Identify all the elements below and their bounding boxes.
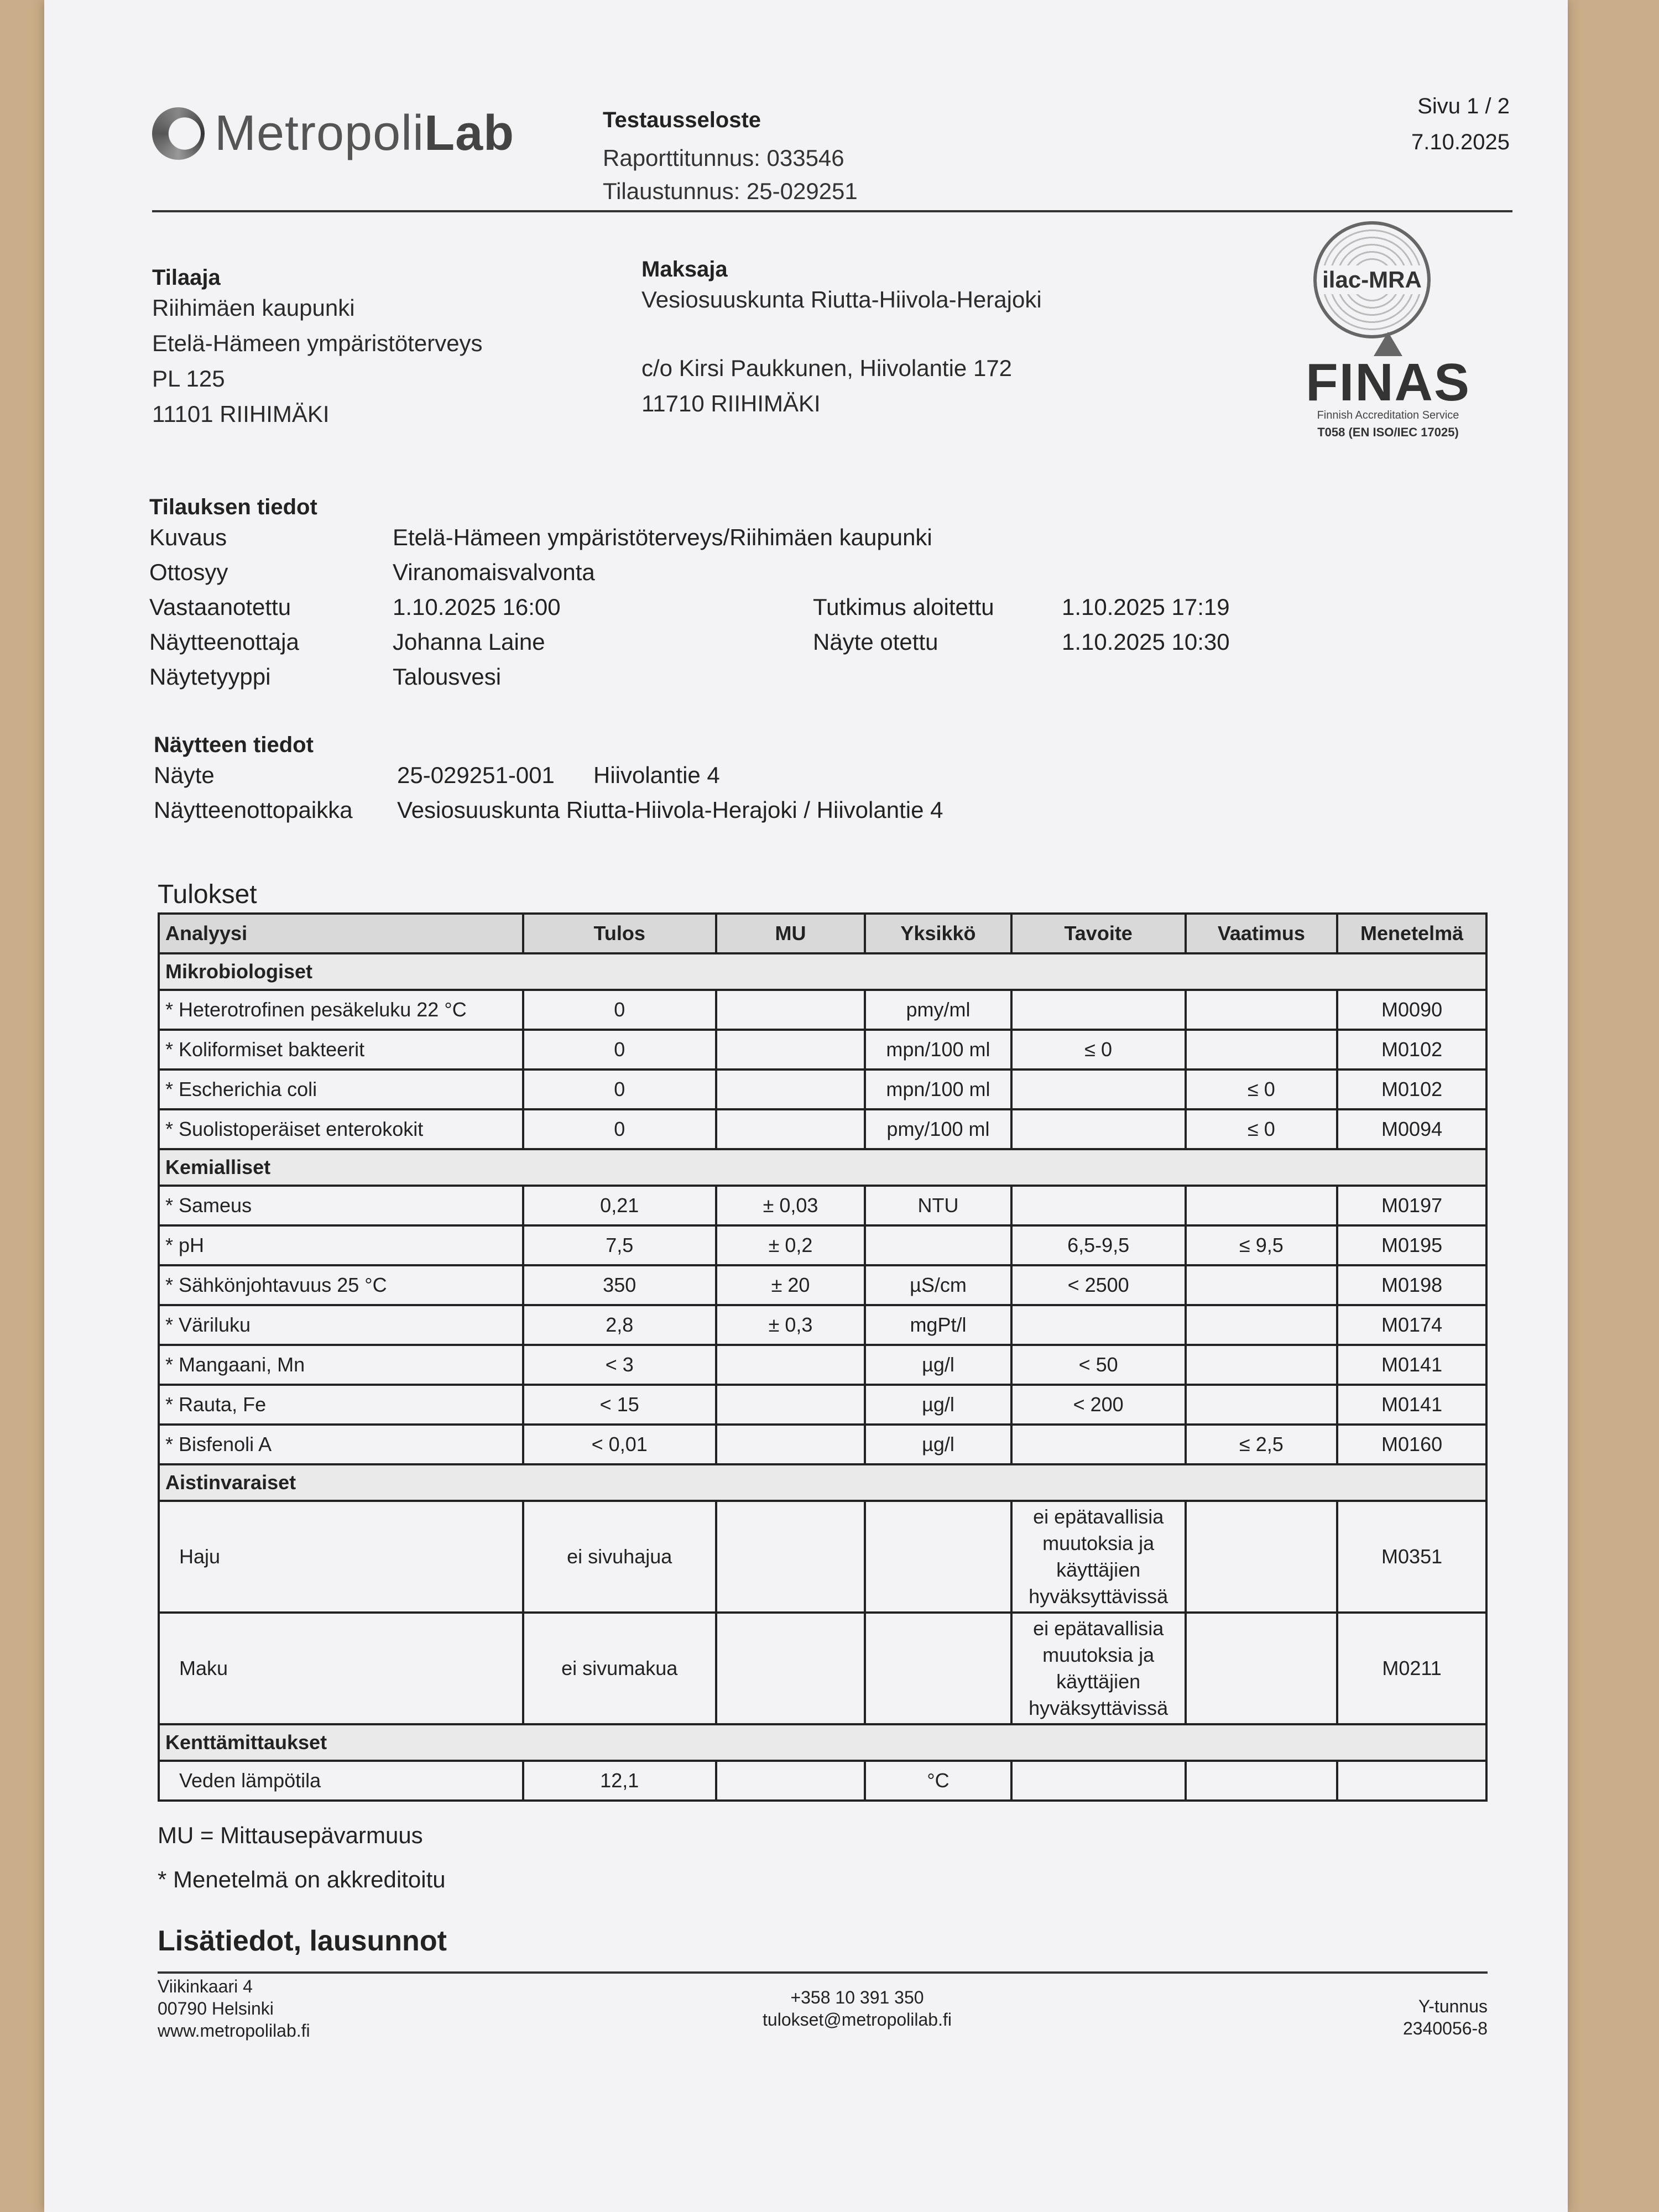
- tilaaja-block: [152, 265, 483, 432]
- table-cell: < 3: [523, 1345, 716, 1385]
- results-table: [158, 912, 1488, 1802]
- column-header: Menetelmä: [1337, 914, 1486, 953]
- table-row: [159, 1109, 1486, 1149]
- table-cell: 7,5: [523, 1225, 716, 1265]
- field-value: 1.10.2025 17:19: [1062, 594, 1230, 620]
- field-label: Kuvaus: [149, 524, 227, 550]
- table-cell: ± 0,2: [716, 1225, 865, 1265]
- group-label: Kenttämittaukset: [159, 1724, 1486, 1761]
- table-row: [159, 1225, 1486, 1265]
- maksaja-block: [641, 257, 1042, 421]
- table-cell: [716, 1613, 865, 1724]
- note-mu: MU = Mittausepävarmuus: [158, 1822, 423, 1848]
- table-cell: [1337, 1761, 1486, 1801]
- table-cell: µg/l: [865, 1345, 1011, 1385]
- results-title: Tulokset: [158, 880, 257, 909]
- table-cell: M0211: [1337, 1613, 1486, 1724]
- table-header-row: [159, 914, 1486, 953]
- table-cell: [1011, 1109, 1186, 1149]
- table-cell: * Rauta, Fe: [159, 1385, 523, 1425]
- tilaaja-line: 11101 RIIHIMÄKI: [152, 401, 330, 427]
- table-cell: [716, 1501, 865, 1613]
- table-cell: M0197: [1337, 1186, 1486, 1225]
- table-cell: ≤ 0: [1186, 1070, 1338, 1109]
- maksaja-line: Vesiosuuskunta Riutta-Hiivola-Herajoki: [641, 286, 1042, 312]
- table-cell: * Heterotrofinen pesäkeluku 22 °C: [159, 990, 523, 1030]
- table-cell: M0195: [1337, 1225, 1486, 1265]
- tilaaja-line: PL 125: [152, 366, 225, 392]
- table-cell: 0: [523, 1109, 716, 1149]
- table-cell: mgPt/l: [865, 1305, 1011, 1345]
- table-cell: * Koliformiset bakteerit: [159, 1030, 523, 1070]
- table-cell: mpn/100 ml: [865, 1070, 1011, 1109]
- table-cell: [1186, 1305, 1338, 1345]
- tilaaja-label: Tilaaja: [152, 265, 221, 290]
- table-cell: 0: [523, 1030, 716, 1070]
- table-row: [159, 1345, 1486, 1385]
- header-divider: [152, 210, 1512, 212]
- table-cell: [716, 990, 865, 1030]
- metropolilab-logo: [152, 105, 514, 162]
- footer-email-link[interactable]: tulokset@metropolilab.fi: [763, 2010, 952, 2030]
- field-label: Näytteenottaja: [149, 629, 299, 655]
- lisatiedot-heading: Lisätiedot, lausunnot: [158, 1925, 447, 1957]
- table-cell: [1011, 1425, 1186, 1464]
- table-cell: [1186, 1501, 1338, 1613]
- table-cell: M0090: [1337, 990, 1486, 1030]
- table-cell: NTU: [865, 1186, 1011, 1225]
- table-cell: [716, 1070, 865, 1109]
- table-row: [159, 1385, 1486, 1425]
- table-cell: [1186, 990, 1338, 1030]
- table-row: [159, 1070, 1486, 1109]
- table-cell: °C: [865, 1761, 1011, 1801]
- nayte-section: [154, 733, 943, 827]
- table-cell: [1011, 1070, 1186, 1109]
- table-cell: Veden lämpötila: [159, 1761, 523, 1801]
- table-cell: * Sähkönjohtavuus 25 °C: [159, 1265, 523, 1305]
- table-row: [159, 1501, 1486, 1613]
- maksaja-line: c/o Kirsi Paukkunen, Hiivolantie 172: [641, 355, 1013, 381]
- group-row: [159, 1724, 1486, 1761]
- report-page: [44, 0, 1568, 2212]
- table-row: [159, 1186, 1486, 1225]
- table-cell: < 15: [523, 1385, 716, 1425]
- table-cell: [1011, 1186, 1186, 1225]
- table-cell: pmy/100 ml: [865, 1109, 1011, 1149]
- table-row: [159, 1265, 1486, 1305]
- table-cell: 12,1: [523, 1761, 716, 1801]
- table-cell: µg/l: [865, 1385, 1011, 1425]
- maksaja-line: 11710 RIIHIMÄKI: [641, 390, 821, 416]
- field-label: Näyte: [154, 762, 215, 788]
- table-cell: [716, 1385, 865, 1425]
- table-cell: M0174: [1337, 1305, 1486, 1345]
- table-cell: < 200: [1011, 1385, 1186, 1425]
- table-cell: [1186, 1613, 1338, 1724]
- finas-logo: FINAS Finnish Accreditation Service T058 (EN ISO/IEC 17025): [1272, 332, 1504, 440]
- field-label: Näytetyyppi: [149, 664, 271, 690]
- field-value: Johanna Laine: [393, 629, 545, 655]
- table-cell: ≤ 9,5: [1186, 1225, 1338, 1265]
- section-title: Tilauksen tiedot: [149, 495, 317, 519]
- table-cell: [1186, 1265, 1338, 1305]
- table-row: [159, 1305, 1486, 1345]
- field-value: 1.10.2025 10:30: [1062, 629, 1230, 655]
- ilac-mra-logo: ilac-MRA: [1313, 221, 1431, 338]
- table-row: [159, 1613, 1486, 1724]
- tilaaja-line: Etelä-Hämeen ympäristöterveys: [152, 330, 483, 356]
- table-cell: < 50: [1011, 1345, 1186, 1385]
- table-cell: 2,8: [523, 1305, 716, 1345]
- table-cell: 350: [523, 1265, 716, 1305]
- table-cell: ei sivuhajua: [523, 1501, 716, 1613]
- order-id: Tilaustunnus: 25-029251: [603, 178, 858, 204]
- table-cell: * pH: [159, 1225, 523, 1265]
- table-cell: Haju: [159, 1501, 523, 1613]
- field-label: Näyte otettu: [813, 629, 938, 655]
- table-cell: [1011, 990, 1186, 1030]
- footer-address: Viikinkaari 4 00790 Helsinki www.metropolilab.fi: [158, 1976, 310, 2041]
- table-cell: [1186, 1030, 1338, 1070]
- table-cell: [1011, 1305, 1186, 1345]
- table-cell: ei epätavallisia muutoksia ja käyttäjien hyväksyttävissä: [1011, 1501, 1186, 1613]
- table-cell: ei sivumakua: [523, 1613, 716, 1724]
- table-cell: * Escherichia coli: [159, 1070, 523, 1109]
- tilaaja-line: Riihimäen kaupunki: [152, 295, 355, 321]
- group-row: [159, 1149, 1486, 1186]
- table-cell: * Väriluku: [159, 1305, 523, 1345]
- column-header: Yksikkö: [865, 914, 1011, 953]
- table-cell: [1186, 1385, 1338, 1425]
- table-cell: pmy/ml: [865, 990, 1011, 1030]
- table-cell: [865, 1501, 1011, 1613]
- field-value: Viranomaisvalvonta: [393, 559, 595, 585]
- table-cell: µS/cm: [865, 1265, 1011, 1305]
- column-header: MU: [716, 914, 865, 953]
- footer-phone: +358 10 391 350: [790, 1987, 924, 2007]
- table-cell: 0: [523, 990, 716, 1030]
- footer-ytunnus: Y-tunnus 2340056-8: [1402, 1996, 1488, 2038]
- table-cell: [865, 1613, 1011, 1724]
- table-cell: [716, 1761, 865, 1801]
- group-label: Aistinvaraiset: [159, 1464, 1486, 1501]
- group-row: [159, 1464, 1486, 1501]
- table-cell: M0351: [1337, 1501, 1486, 1613]
- field-value: 1.10.2025 16:00: [393, 594, 561, 620]
- table-cell: [865, 1225, 1011, 1265]
- table-cell: ≤ 0: [1011, 1030, 1186, 1070]
- table-cell: mpn/100 ml: [865, 1030, 1011, 1070]
- table-cell: [716, 1109, 865, 1149]
- field-value: Etelä-Hämeen ympäristöterveys/Riihimäen kaupunki: [393, 524, 932, 550]
- footer-website-link[interactable]: www.metropolilab.fi: [158, 2021, 310, 2041]
- table-cell: * Mangaani, Mn: [159, 1345, 523, 1385]
- logo-text: MetropoliLab: [215, 106, 515, 161]
- report-date: 7.10.2025: [1411, 130, 1510, 154]
- field-value: 25-029251-001: [397, 762, 555, 788]
- table-cell: * Bisfenoli A: [159, 1425, 523, 1464]
- group-label: Mikrobiologiset: [159, 953, 1486, 990]
- tilaus-section: [149, 495, 1230, 694]
- field-label: Tutkimus aloitettu: [813, 594, 994, 620]
- table-cell: < 2500: [1011, 1265, 1186, 1305]
- table-cell: ≤ 0: [1186, 1109, 1338, 1149]
- field-label: Näytteenottopaikka: [154, 797, 353, 823]
- table-row: [159, 1761, 1486, 1801]
- table-row: [159, 990, 1486, 1030]
- document-title: Testausseloste: [603, 108, 761, 132]
- table-cell: M0160: [1337, 1425, 1486, 1464]
- table-cell: ≤ 2,5: [1186, 1425, 1338, 1464]
- table-cell: M0141: [1337, 1345, 1486, 1385]
- table-cell: [1186, 1345, 1338, 1385]
- table-cell: M0141: [1337, 1385, 1486, 1425]
- table-cell: ei epätavallisia muutoksia ja käyttäjien hyväksyttävissä: [1011, 1613, 1186, 1724]
- field-value: Vesiosuuskunta Riutta-Hiivola-Herajoki / Hiivolantie 4: [397, 797, 943, 823]
- metropolilab-logo-icon: [152, 107, 205, 160]
- table-row: [159, 1030, 1486, 1070]
- group-label: Kemialliset: [159, 1149, 1486, 1186]
- table-row: [159, 1425, 1486, 1464]
- table-cell: [1011, 1761, 1186, 1801]
- table-cell: < 0,01: [523, 1425, 716, 1464]
- table-cell: ± 20: [716, 1265, 865, 1305]
- maksaja-label: Maksaja: [641, 257, 728, 281]
- column-header: Vaatimus: [1186, 914, 1338, 953]
- table-cell: * Sameus: [159, 1186, 523, 1225]
- column-header: Analyysi: [159, 914, 523, 953]
- table-cell: µg/l: [865, 1425, 1011, 1464]
- table-cell: ± 0,03: [716, 1186, 865, 1225]
- table-cell: M0102: [1337, 1030, 1486, 1070]
- section-title: Näytteen tiedot: [154, 733, 314, 757]
- table-cell: Maku: [159, 1613, 523, 1724]
- table-cell: ± 0,3: [716, 1305, 865, 1345]
- column-header: Tulos: [523, 914, 716, 953]
- field-value: Talousvesi: [393, 664, 502, 690]
- page-number: Sivu 1 / 2: [1417, 94, 1510, 118]
- report-id: Raporttitunnus: 033546: [603, 145, 844, 171]
- table-cell: M0198: [1337, 1265, 1486, 1305]
- table-cell: [716, 1425, 865, 1464]
- table-cell: * Suolistoperäiset enterokokit: [159, 1109, 523, 1149]
- table-cell: M0102: [1337, 1070, 1486, 1109]
- column-header: Tavoite: [1011, 914, 1186, 953]
- table-cell: [1186, 1186, 1338, 1225]
- table-cell: 0,21: [523, 1186, 716, 1225]
- field-label: Ottosyy: [149, 559, 228, 585]
- table-cell: [716, 1030, 865, 1070]
- group-row: [159, 953, 1486, 990]
- footer-contact: [697, 1986, 1018, 2031]
- table-cell: 6,5-9,5: [1011, 1225, 1186, 1265]
- table-cell: [716, 1345, 865, 1385]
- footer-divider: [158, 1971, 1488, 1974]
- table-cell: M0094: [1337, 1109, 1486, 1149]
- field-label: Vastaanotettu: [149, 594, 291, 620]
- table-cell: 0: [523, 1070, 716, 1109]
- note-accredited: * Menetelmä on akkreditoitu: [158, 1866, 446, 1892]
- field-value: Hiivolantie 4: [593, 762, 720, 788]
- table-cell: [1186, 1761, 1338, 1801]
